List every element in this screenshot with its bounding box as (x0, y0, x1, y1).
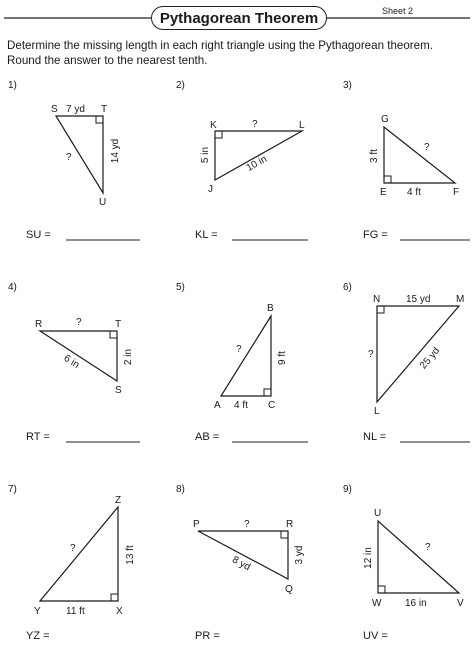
triangle-3-outline (384, 127, 455, 183)
right-angle-mark-5 (264, 389, 271, 396)
vertex-label: J (208, 184, 213, 195)
side-label: 16 in (405, 598, 427, 609)
vertex-label: C (268, 400, 276, 411)
side-label: 3 yd (294, 545, 305, 565)
answer-label-1: SU = (26, 229, 51, 241)
side-label: 8 yd (230, 554, 253, 574)
vertex-label: Y (34, 606, 41, 617)
triangle-6-outline (377, 306, 459, 402)
vertex-label: G (381, 114, 389, 125)
side-label: 4 ft (407, 187, 421, 198)
vertex-label: Z (115, 495, 122, 506)
answer-label-3: FG = (363, 229, 388, 241)
side-label: 25 yd (418, 345, 443, 372)
problem-number-9: 9) (343, 484, 352, 495)
side-label: ? (76, 317, 82, 328)
side-label: 4 ft (234, 400, 248, 411)
side-label: ? (368, 349, 374, 360)
problem-number-5: 5) (176, 282, 185, 293)
problem-number-4: 4) (8, 282, 17, 293)
right-angle-mark-2 (215, 131, 222, 138)
vertex-label: V (457, 598, 464, 609)
right-angle-mark-7 (111, 594, 118, 601)
right-angle-mark-6 (377, 306, 384, 313)
right-angle-mark-1 (96, 116, 103, 123)
triangle-4 (35, 317, 134, 396)
side-label: 7 yd (66, 104, 85, 115)
triangle-1 (51, 104, 121, 208)
problem-number-2: 2) (176, 80, 185, 91)
answer-label-7: YZ = (26, 630, 50, 642)
side-label: ? (66, 152, 72, 163)
vertex-label: L (299, 120, 305, 131)
triangle-5 (214, 303, 288, 411)
side-label: 6 in (61, 352, 82, 371)
triangle-5-outline (221, 316, 271, 396)
side-label: ? (244, 519, 250, 530)
vertex-label: P (193, 519, 200, 530)
answer-label-5: AB = (195, 431, 220, 443)
vertex-label: E (380, 187, 387, 198)
answer-label-2: KL = (195, 229, 218, 241)
side-label: 3 ft (369, 149, 380, 163)
vertex-label: F (453, 187, 460, 198)
answer-label-6: NL = (363, 431, 387, 443)
vertex-label: M (456, 294, 465, 305)
vertex-label: U (99, 197, 107, 208)
triangle-4-outline (40, 331, 117, 381)
triangle-9 (363, 508, 464, 609)
side-label: ? (252, 119, 258, 130)
right-angle-mark-3 (384, 176, 391, 183)
problem-number-6: 6) (343, 282, 352, 293)
side-label: 12 in (363, 547, 374, 569)
vertex-label: T (101, 104, 108, 115)
vertex-label: N (373, 294, 381, 305)
side-label: ? (70, 543, 76, 554)
answer-label-8: PR = (195, 630, 220, 642)
side-label: 11 ft (66, 606, 85, 617)
answer-label-9: UV = (363, 630, 388, 642)
vertex-label: K (210, 120, 217, 131)
triangle-8 (193, 519, 305, 595)
triangle-6 (368, 294, 464, 417)
vertex-label: L (374, 406, 380, 417)
side-label: 15 yd (406, 294, 431, 305)
answer-blanks (66, 240, 470, 442)
vertex-label: U (374, 508, 382, 519)
vertex-label: B (267, 303, 274, 314)
side-label: 2 in (123, 348, 134, 366)
problem-number-7: 7) (8, 484, 17, 495)
triangle-8-outline (198, 531, 288, 579)
vertex-label: R (35, 319, 43, 330)
triangle-9-outline (378, 521, 459, 593)
vertex-label: W (372, 598, 382, 609)
problem-number-8: 8) (176, 484, 185, 495)
vertex-label: X (116, 606, 123, 617)
sheet-label: Sheet 2 (382, 6, 414, 16)
side-label: 5 in (200, 146, 211, 164)
side-label: 14 yd (110, 138, 121, 164)
right-angle-mark-9 (378, 586, 385, 593)
answer-label-4: RT = (26, 431, 50, 443)
vertex-label: R (286, 519, 294, 530)
vertex-label: T (115, 319, 122, 330)
triangle-2 (200, 119, 305, 195)
vertex-label: Q (285, 584, 293, 595)
problem-number-1: 1) (8, 80, 17, 91)
triangle-7-outline (40, 507, 118, 601)
problem-number-3: 3) (343, 80, 352, 91)
side-label: ? (425, 542, 431, 553)
side-label: ? (236, 344, 242, 355)
triangle-1-outline (56, 116, 103, 193)
vertex-label: A (214, 400, 221, 411)
vertex-label: S (51, 104, 58, 115)
vertex-label: S (115, 385, 122, 396)
triangle-3 (369, 114, 459, 198)
side-label: 13 ft (125, 545, 136, 565)
worksheet-title: Pythagorean Theorem (151, 6, 327, 30)
instructions: Determine the missing length in each right triangle using the Pythagorean theorem. Round the answer to the nearest tenth. (7, 39, 433, 67)
side-label: 9 ft (277, 351, 288, 365)
right-angle-mark-4 (110, 331, 117, 338)
triangle-7 (34, 495, 136, 617)
side-label: 10 in (244, 153, 269, 174)
right-angle-mark-8 (281, 531, 288, 538)
side-label: ? (424, 142, 430, 153)
